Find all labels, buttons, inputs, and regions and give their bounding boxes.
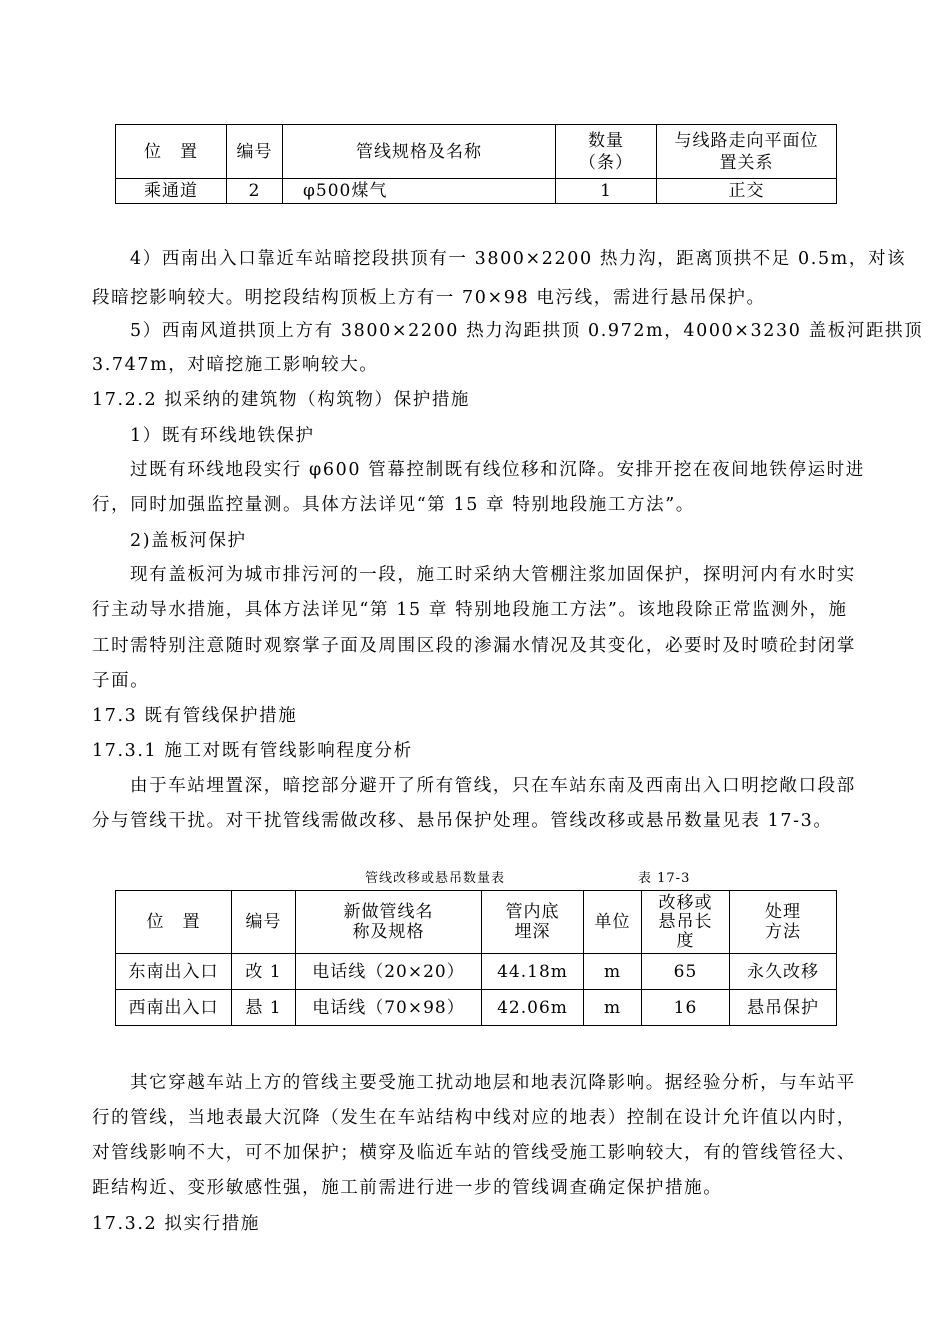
paragraph-line: 行主动导水措施，具体方法详见“第 15 章 特别地段施工方法”。该地段除正常监测外，施	[92, 600, 848, 620]
subsection-heading: 2)盖板河保护	[130, 531, 247, 551]
table-cell: 西南出入口	[116, 990, 232, 1026]
table-row	[116, 954, 837, 990]
section-heading: 17.3.1 施工对既有管线影响程度分析	[92, 741, 413, 761]
paragraph-line: 子面。	[92, 671, 150, 691]
table-cell: 悬吊保护	[730, 990, 837, 1026]
paragraph-line: 行的管线，当地表最大沉降（发生在车站结构中线对应的地表）控制在设计允许值以内时，	[92, 1108, 856, 1128]
pipeline-relocation-table	[115, 890, 837, 1026]
paragraph-line: 过既有环线地段实行 φ600 管幕控制既有线位移和沉降。安排开挖在夜间地铁停运时进	[130, 460, 865, 480]
table-cell: 乘通道	[116, 179, 227, 204]
paragraph-line: 行，同时加强监控量测。具体方法详见“第 15 章 特别地段施工方法”。	[92, 495, 695, 515]
table-header-cell: 编号	[232, 891, 296, 954]
table-header-row	[116, 891, 837, 954]
table-row	[116, 990, 837, 1026]
pipeline-table-top	[115, 124, 837, 204]
table-cell: 65	[642, 954, 730, 990]
table-cell: 2	[227, 179, 283, 204]
table-cell: 东南出入口	[116, 954, 232, 990]
table-cell: 改 1	[232, 954, 296, 990]
table-cell: 42.06m	[482, 990, 584, 1026]
paragraph-line: 距结构近、变形敏感性强，施工前需进行进一步的管线调查确定保护措施。	[92, 1178, 723, 1198]
section-heading: 17.3.2 拟实行措施	[92, 1214, 260, 1234]
paragraph-line: 工时需特别注意随时观察掌子面及周围区段的渗漏水情况及其变化，必要时及时喷砼封闭掌	[92, 636, 856, 656]
table-number: 表 17-3	[638, 871, 691, 886]
table-cell: m	[584, 954, 642, 990]
table-header-cell: 管内底 埋深	[482, 891, 584, 954]
table-header-cell: 数量 （条）	[556, 125, 657, 179]
paragraph-line: 4）西南出入口靠近车站暗挖段拱顶有一 3800×2200 热力沟，距离顶拱不足 0.5m，对该	[130, 249, 907, 269]
table-cell: 悬 1	[232, 990, 296, 1026]
table-cell: 电话线（70×98）	[296, 990, 482, 1026]
table-header-cell: 新做管线名 称及规格	[296, 891, 482, 954]
paragraph-line: 其它穿越车站上方的管线主要受施工扰动地层和地表沉降影响。据经验分析，与车站平	[130, 1073, 856, 1093]
table-cell: 44.18m	[482, 954, 584, 990]
table-cell: m	[584, 990, 642, 1026]
table-cell: 16	[642, 990, 730, 1026]
table-header-cell: 单位	[584, 891, 642, 954]
table-header-cell: 与线路走向平面位 置关系	[657, 125, 837, 179]
table-header-cell: 编号	[227, 125, 283, 179]
table-cell: φ500煤气	[283, 179, 556, 204]
table-cell: 1	[556, 179, 657, 204]
table-header-cell: 位 置	[116, 891, 232, 954]
table-cell: 电话线（20×20）	[296, 954, 482, 990]
table-cell: 正交	[657, 179, 837, 204]
paragraph-line: 现有盖板河为城市排污河的一段，施工时采纳大管棚注浆加固保护，探明河内有水时实	[130, 565, 856, 585]
table-caption: 管线改移或悬吊数量表	[365, 871, 506, 886]
table-cell: 永久改移	[730, 954, 837, 990]
table-header-cell: 位 置	[116, 125, 227, 179]
section-heading: 17.2.2 拟采纳的建筑物（构筑物）保护措施	[92, 390, 471, 410]
paragraph-line: 3.747m，对暗挖施工影响较大。	[92, 355, 379, 375]
paragraph-line: 分与管线干扰。对干扰管线需做改移、悬吊保护处理。管线改移或悬吊数量见表 17-3。	[92, 811, 833, 831]
section-heading: 17.3 既有管线保护措施	[92, 706, 298, 726]
table-header-cell: 管线规格及名称	[283, 125, 556, 179]
table-header-row	[116, 125, 837, 179]
paragraph-line: 段暗挖影响较大。明挖段结构顶板上方有一 70×98 电污线，需进行悬吊保护。	[92, 288, 766, 308]
table-header-cell: 改移或 悬吊长 度	[642, 891, 730, 954]
paragraph-line: 5）西南风道拱顶上方有 3800×2200 热力沟距拱顶 0.972m，4000×3230 盖板河距拱顶	[130, 321, 924, 341]
table-row	[116, 179, 837, 204]
paragraph-line: 由于车站埋置深，暗挖部分避开了所有管线，只在车站东南及西南出入口明挖敞口段部	[130, 776, 856, 796]
table-header-cell: 处理 方法	[730, 891, 837, 954]
paragraph-line: 对管线影响不大，可不加保护；横穿及临近车站的管线受施工影响较大，有的管线管径大、	[92, 1143, 856, 1163]
subsection-heading: 1）既有环线地铁保护	[130, 426, 315, 446]
